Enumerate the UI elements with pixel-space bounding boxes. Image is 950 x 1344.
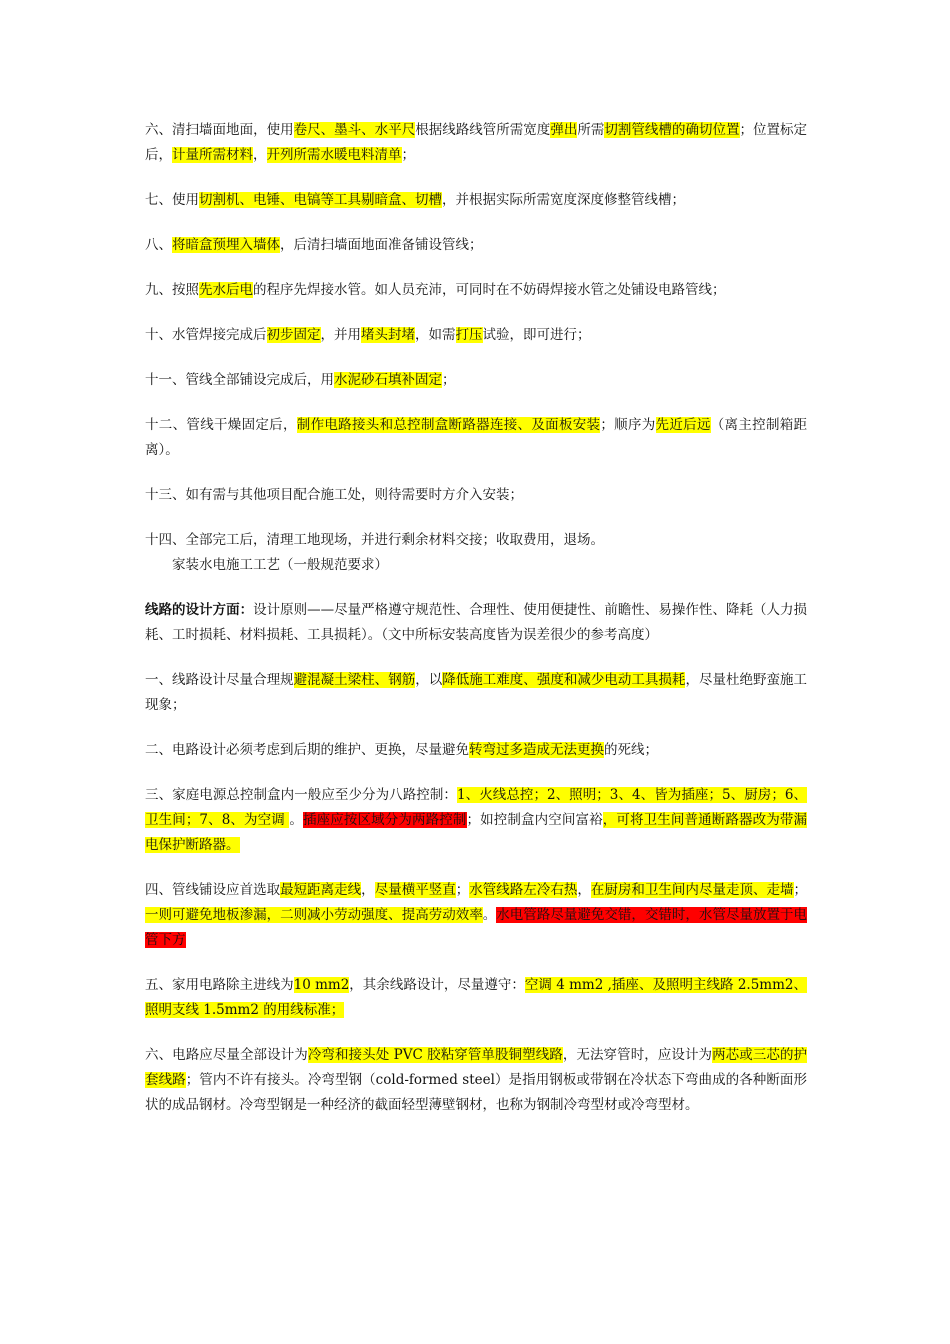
text-span: 八、 xyxy=(145,237,172,253)
text-span: 六、电路应尽量全部设计为 xyxy=(145,1047,308,1063)
text-span: ，并用 xyxy=(320,327,361,343)
highlighted-text: 开列所需水暖电料清单 xyxy=(266,147,402,163)
text-span: 设计原则——尽量严格遵守规范性、合理性、使用便捷性、前瞻性、易操作性、降耗（人力损耗、工时损耗、材料损耗、工具损耗）。（文中所标安装高度皆为误差很少的参考高度） xyxy=(145,602,808,643)
text-span: ，无法穿管时，应设计为 xyxy=(562,1047,713,1063)
guideline-paragraph xyxy=(145,738,807,763)
highlighted-text: 10 mm2 xyxy=(293,977,350,993)
text-span: 的程序先焊接水管。如人员充沛，可同时在不妨碍焊接水管之处铺设电路管线； xyxy=(253,282,726,298)
step-paragraph xyxy=(145,528,807,553)
highlighted-text: 先近后远 xyxy=(655,417,711,433)
text-span: 六、清扫墙面地面，使用 xyxy=(145,122,294,138)
highlighted-text: 空调 4 mm2 ,插座、及照明主线路 2.5mm2、照明支线 1.5mm2 的用线标准； xyxy=(145,977,807,1018)
text-span: 二、电路设计必须考虑到后期的维护、更换，尽量避免 xyxy=(145,742,469,758)
text-span: ；顺序为 xyxy=(600,417,656,433)
step-paragraph xyxy=(145,323,807,348)
highlighted-text: 弹出 xyxy=(550,122,578,138)
text-span: 的死线； xyxy=(604,742,658,758)
text-span: 四、管线铺设应首选取 xyxy=(145,882,281,898)
step-paragraph xyxy=(145,483,807,508)
construction-steps xyxy=(145,118,807,553)
highlighted-text: 1、火线总控；2、照明；3、4、皆为插座；5、厨房；6、卫生间；7、8、为空调 xyxy=(145,787,807,828)
highlighted-text: 打压 xyxy=(455,327,483,343)
highlighted-text: 制作电路接头和总控制盒断路器连接、及面板安装 xyxy=(296,417,601,433)
highlighted-text: 最短距离走线 xyxy=(280,882,362,898)
text-span: 十二、管线干燥固定后， xyxy=(145,417,297,433)
design-guidelines xyxy=(145,598,807,1118)
text-span: ， xyxy=(253,147,267,163)
text-span: 一、线路设计尽量合理规 xyxy=(145,672,294,688)
highlighted-text: 切割机、电锤、电镐等工具剔暗盒、切槽 xyxy=(199,192,442,208)
highlighted-text: 水电管路尽量避免交错，交错时，水管尽量放置于电管下方 xyxy=(145,907,808,948)
text-span: 五、家用电路除主进线为 xyxy=(145,977,294,993)
highlighted-text: 初步固定 xyxy=(266,327,321,343)
text-span: ；位置标定后， xyxy=(145,122,808,163)
guideline-paragraph xyxy=(145,598,807,648)
text-span: ； xyxy=(442,372,456,388)
text-span: 七、使用 xyxy=(145,192,199,208)
text-span: 十三、如有需与其他项目配合施工处，则待需要时方介入安装； xyxy=(145,487,523,503)
guideline-paragraph xyxy=(145,783,807,858)
guideline-paragraph xyxy=(145,878,807,953)
text-span: 十一、管线全部铺设完成后，用 xyxy=(145,372,334,388)
text-span: 九、按照 xyxy=(145,282,199,298)
text-span: ； xyxy=(793,882,808,898)
step-paragraph xyxy=(145,188,807,213)
text-span: ，其余线路设计，尽量遵守： xyxy=(349,977,525,993)
highlighted-text: 避混凝土梁柱、钢筋 xyxy=(293,672,416,688)
step-paragraph xyxy=(145,368,807,393)
text-span: 。 xyxy=(289,812,303,828)
text-span: 根据线路线管所需宽度 xyxy=(415,122,551,138)
text-span: （离主控制箱距离）。 xyxy=(145,417,808,458)
text-span: ，后清扫墙面地面准备铺设管线； xyxy=(280,237,483,253)
text-span: ；管内不许有接头。冷弯型钢（cold-formed steel）是指用钢板或带钢在冷状态下弯曲成的各种断面形状的成品钢材。冷弯型钢是一种经济的截面轻型薄壁钢材，也称为钢制冷弯型材或冷弯型材。 xyxy=(145,1072,807,1113)
highlighted-text: 降低施工难度、强度和减少电动工具损耗 xyxy=(442,672,686,688)
bold-label: 线路的设计方面： xyxy=(145,602,254,618)
highlighted-text: 卷尺、墨斗、水平尺 xyxy=(293,122,416,138)
highlighted-text: 计量所需材料 xyxy=(172,147,253,163)
text-span: ， xyxy=(361,882,375,898)
text-span: 试验，即可进行； xyxy=(482,327,591,343)
text-span: 十四、全部完工后，清理工地现场，并进行剩余材料交接；收取费用，退场。 xyxy=(145,532,604,548)
guideline-paragraph xyxy=(145,973,807,1023)
step-paragraph xyxy=(145,278,807,303)
highlighted-text: 两芯或三芯的护套线路 xyxy=(145,1047,808,1088)
text-span: ； xyxy=(455,882,470,898)
text-span: 所需 xyxy=(577,122,605,138)
highlighted-text: ，可将卫生间普通断路器改为带漏电保护断路器。 xyxy=(145,812,808,853)
text-span: ，并根据实际所需宽度深度修整管线槽； xyxy=(442,192,685,208)
highlighted-text: 切割管线槽的确切位置 xyxy=(604,122,740,138)
section-title: 家装水电施工工艺（一般规范要求） xyxy=(172,557,388,573)
highlighted-text: 将暗盒预埋入墙体 xyxy=(172,237,280,253)
highlighted-text: 堵头封堵 xyxy=(361,327,415,343)
highlighted-text: 尽量横平竖直 xyxy=(374,882,456,898)
highlighted-text: 转弯过多造成无法更换 xyxy=(469,742,604,758)
text-span: ，如需 xyxy=(415,327,456,343)
text-span: 三、家庭电源总控制盒内一般应至少分为八路控制： xyxy=(145,787,457,803)
highlighted-text: 水管线路左冷右热 xyxy=(469,882,578,898)
text-span: ； xyxy=(401,147,415,163)
document-page xyxy=(145,118,807,1138)
step-paragraph xyxy=(145,413,807,463)
text-span: ，尽量杜绝野蛮施工现象； xyxy=(145,672,808,713)
highlighted-text: 一则可避免地板渗漏，二则减小劳动强度、提高劳动效率 xyxy=(145,907,483,923)
highlighted-text: 插座应按区域分为两路控制 xyxy=(303,812,467,828)
guideline-paragraph xyxy=(145,668,807,718)
text-span: ， xyxy=(577,882,591,898)
highlighted-text: 水泥砂石填补固定 xyxy=(334,372,442,388)
highlighted-text: 先水后电 xyxy=(199,282,253,298)
text-span: 十、水管焊接完成后 xyxy=(145,327,267,343)
text-span: 。 xyxy=(482,907,497,923)
step-paragraph xyxy=(145,233,807,258)
text-span: ，以 xyxy=(415,672,443,688)
step-paragraph xyxy=(145,118,807,168)
guideline-paragraph xyxy=(145,1043,807,1118)
highlighted-text: 在厨房和卫生间内尽量走顶、走墙 xyxy=(590,882,794,898)
text-span: ；如控制盒内空间富裕 xyxy=(466,812,603,828)
highlighted-text: 冷弯和接头处 PVC 胶粘穿管单股铜塑线路 xyxy=(307,1047,563,1063)
